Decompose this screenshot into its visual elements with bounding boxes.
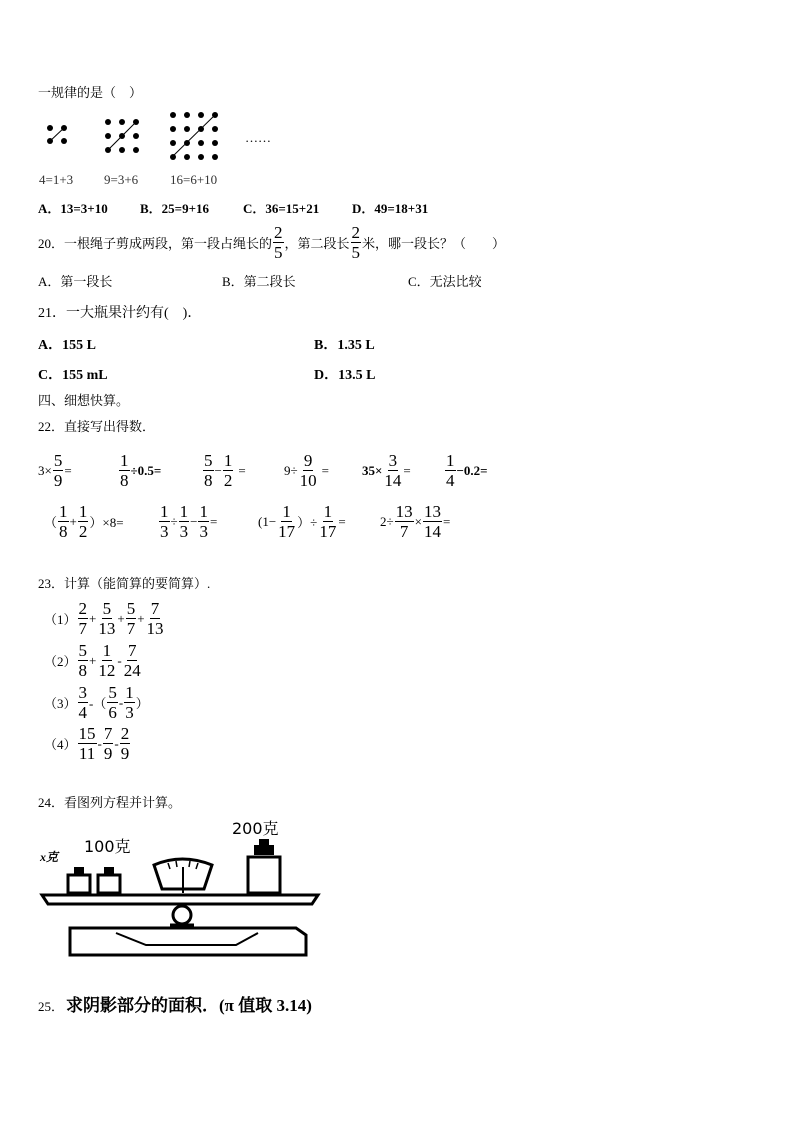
q19-option-a: A．13=3+10 [38, 201, 108, 216]
section-4-heading: 四、细想快算。 [38, 393, 130, 408]
q23-item-4: （4） $\frac{15}{11}$ - $\frac{7}{9}$ - $\frac{2}{9}$ [44, 724, 130, 763]
q21-option-b: B．1.35 L [314, 338, 375, 353]
q19-option-d: D．49=18+31 [352, 201, 429, 216]
q20-suffix: 米，哪一段长？（ ） [362, 236, 506, 251]
q20-option-b: B．第二段长 [222, 274, 296, 289]
q19-caption-2: 9=3+6 [104, 172, 139, 187]
q20-stem [38, 224, 505, 261]
q23-item-3: （3） $\frac{3}{4}$ -（ $\frac{5}{6}$ - $\frac{1}{3}$ ） [44, 683, 149, 722]
q25-number: 25． [38, 999, 65, 1014]
q20-option-c: C．无法比较 [408, 274, 482, 289]
q22-expr-5: 35× $\frac{3}{14}$ = [362, 451, 411, 490]
q20-fraction-1: $\frac{2}{5}$ [274, 223, 283, 262]
q19-caption-1: 4=1+3 [39, 172, 74, 187]
q19-caption-3: 16=6+10 [170, 172, 218, 187]
q22-expr-2: $\frac{1}{8}$ ÷0.5= [120, 451, 162, 490]
q22-expr-7: （ $\frac{1}{8}$ + $\frac{1}{2}$ ）×8= [44, 502, 124, 541]
q22-expr-1: 3× $\frac{5}{9}$ = [38, 451, 72, 490]
balance-scale-illustration [36, 815, 326, 967]
dot-pattern-1 [44, 123, 72, 151]
label-200-grams: 200克 [232, 819, 279, 838]
q22-stem: 22．直接写出得数． [38, 419, 156, 434]
q19-option-c: C．36=15+21 [243, 201, 320, 216]
q21-option-d: D．13.5 L [314, 368, 376, 383]
q21-stem: 21．一大瓶果汁约有( )． [38, 306, 202, 321]
q24-stem: 24．看图列方程并计算。 [38, 795, 182, 810]
q19-ellipsis: …… [245, 130, 271, 145]
q19-stem: 一规律的是（ ） [38, 85, 143, 100]
label-100-grams: 100克 [84, 837, 131, 856]
q23-item-2: （2） $\frac{5}{8}$ + $\frac{1}{12}$ - $\frac{7}{24}$ [44, 641, 141, 680]
q22-expr-3: $\frac{5}{8}$ − $\frac{1}{2}$ = [204, 451, 246, 490]
q20-prefix: 20．一根绳子剪成两段，第一段占绳长的 [38, 236, 273, 251]
q22-expr-8: $\frac{1}{3}$ ÷ $\frac{1}{3}$ − $\frac{1}{3}$ = [160, 502, 218, 541]
label-x-grams: x克 [40, 850, 59, 864]
q25-stem: 求阴影部分的面积．(π 值取 3.14) [66, 996, 312, 1015]
q19-option-b: B．25=9+16 [140, 201, 209, 216]
q20-option-a: A．第一段长 [38, 274, 113, 289]
dot-pattern-2 [102, 116, 144, 160]
q22-expr-10: 2÷ $\frac{13}{7}$ × $\frac{13}{14}$ = [380, 502, 451, 541]
q20-mid: ，第二段长 [284, 236, 350, 251]
q22-expr-6: $\frac{1}{4}$ −0.2= [446, 451, 488, 490]
q21-option-a: A．155 L [38, 338, 96, 353]
q23-stem: 23．计算（能简算的要简算）. [38, 576, 211, 591]
q21-option-c: C．155 mL [38, 368, 108, 383]
q23-item-1: （1） $\frac{2}{7}$ + $\frac{5}{13}$ + $\frac{5}{7}$ + $\frac{7}{13}$ [44, 599, 164, 638]
q22-expr-9: (1− $\frac{1}{17}$ ）÷ $\frac{1}{17}$ = [258, 502, 346, 541]
q20-fraction-2: $\frac{2}{5}$ [351, 223, 361, 262]
q22-expr-4: 9÷ $\frac{9}{10}$ = [284, 451, 329, 490]
dot-pattern-3 [168, 110, 222, 166]
